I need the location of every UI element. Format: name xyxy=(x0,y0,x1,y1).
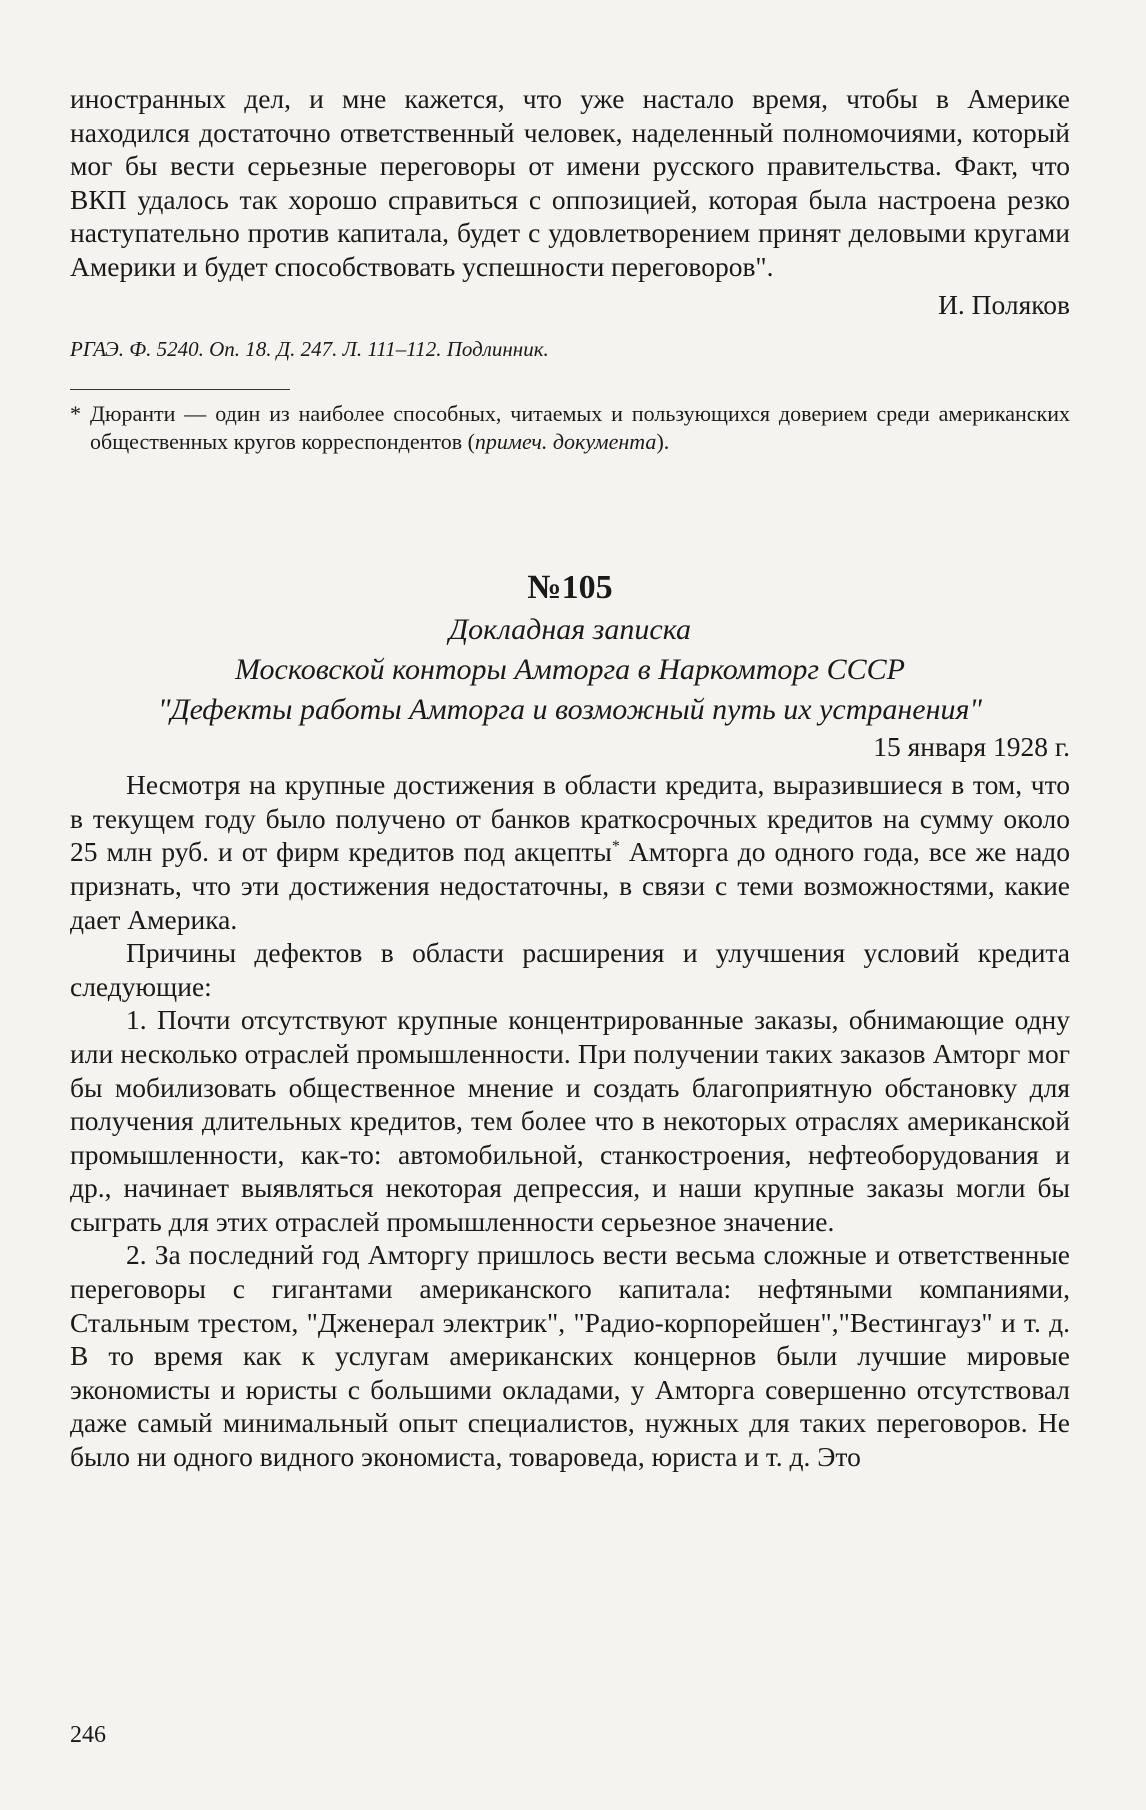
footnote-text: Дюранти — один из наиболее способных, читаемых и пользующихся доверием среди американских общественных кругов корреспондентов ( xyxy=(90,401,1070,455)
signature: И. Поляков xyxy=(938,288,1070,320)
paragraph-4: 2. За последний год Амторгу пришлось вести весьма сложные и ответственные переговоры с гигантами американского капитала: нефтяными компаниями, Стальным трестом, "Дженерал электрик", "Радио-корпорейшен","Вестингауз" и т. д. В то время как к услугам американских концернов были лучшие мировые экономисты и юристы с большими окладами, у Амторга совершенно отсутствовал даже самый минимальный опыт специалистов, нужных для таких переговоров. Не было ни одного видного экономиста, товароведа, юриста и т. д. Это xyxy=(70,1239,1070,1473)
page-number: 246 xyxy=(70,1722,106,1748)
footnote-reference: * xyxy=(611,838,620,856)
paragraph-1-text-cont: Амторга до одного года, все же надо признать, что эти достижения недостаточны, в связи с теми возможностями, какие дает Америка. xyxy=(70,836,1071,935)
document-number: №105 xyxy=(527,569,613,607)
paragraph-1 xyxy=(70,768,1070,936)
continued-paragraph: иностранных дел, и мне кажется, что уже настало время, чтобы в Америке находился достаточно ответственный человек, наделенный полномочиями, который мог бы вести серьезные переговоры от имени русского правительства. Факт, что ВКП удалось так хорошо справиться с оппозицией, которая была настроена резко наступательно против капитала, будет с удовлетворением принят деловыми кругами Америки и будет способствовать успешности переговоров". xyxy=(70,83,1070,282)
document-date: 15 января 1928 г. xyxy=(873,731,1070,763)
paragraph-3: 1. Почти отсутствуют крупные концентрированные заказы, обнимающие одну или несколько отраслей промышленности. При получении таких заказов Амторг мог бы мобилизовать общественное мнение и создать благоприятную обстановку для получения длительных кредитов, тем более что в некоторых отраслях американской промышленности, как-то: автомобильной, станкостроения, нефтеоборудования и др., начинает выявляться некоторая депрессия, и наши крупные заказы могли бы сыграть для этих отраслей промышленности серьезное значение. xyxy=(70,1004,1070,1237)
footnote-marker: * xyxy=(70,401,81,427)
document-title: Докладная записка xyxy=(449,613,691,647)
footnote-italic: примеч. документа xyxy=(474,429,657,455)
footnote-text-end: ). xyxy=(656,429,670,455)
paragraph-1-text: Несмотря на крупные достижения в области кредита, выразившиеся в том, что в текущем году было получено от банков краткосрочных кредитов на сумму около 25 млн руб. и от фирм кредитов под акцепты xyxy=(70,769,1070,868)
archive-source: РГАЭ. Ф. 5240. Оп. 18. Д. 247. Л. 111–112. Подлинник. xyxy=(70,337,549,362)
document-subtitle: Московской конторы Амторга в Наркомторг СССР xyxy=(234,653,905,687)
document-topic: "Дефекты работы Амторга и возможный путь их устранения" xyxy=(157,693,983,727)
footnote xyxy=(70,400,1070,456)
paragraph-2: Причины дефектов в области расширения и улучшения условий кредита следующие: xyxy=(70,937,1070,1002)
page-content xyxy=(70,82,1070,1474)
footnote-divider xyxy=(70,389,290,390)
